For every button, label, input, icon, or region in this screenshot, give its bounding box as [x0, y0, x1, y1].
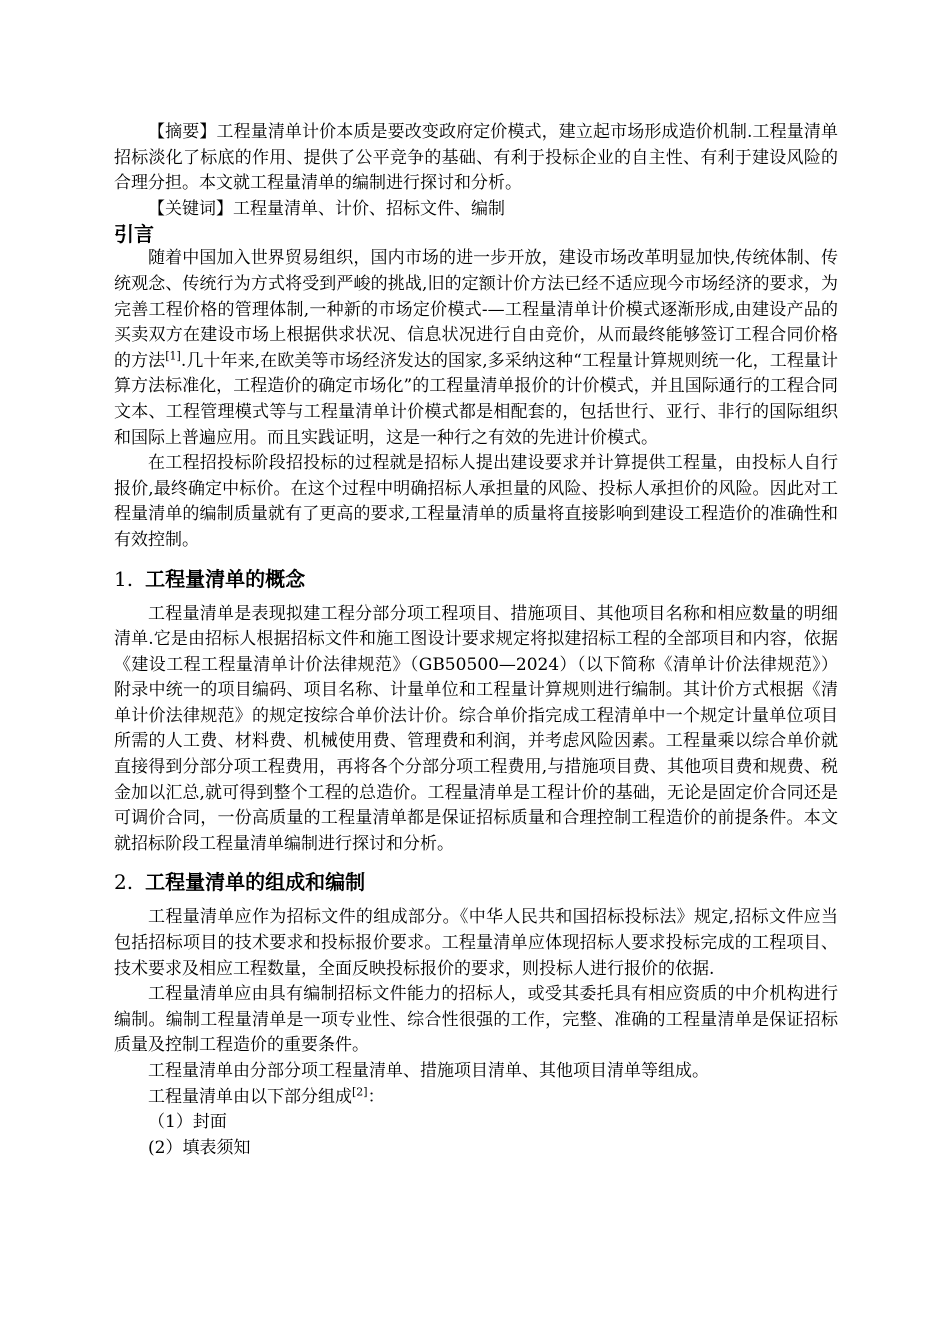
section-2-heading — [114, 869, 838, 895]
section-1-heading — [114, 566, 838, 592]
intro-paragraph-1 — [114, 246, 838, 451]
section-2-p4-text-a: 工程量清单由以下部分组成 — [148, 1086, 352, 1107]
list-item-cover: （1）封面 — [148, 1112, 227, 1133]
section-2-paragraph-3: 工程量清单由分部分项工程量清单、措施项目清单、其他项目清单等组成。 — [148, 1061, 709, 1081]
citation-2: [2] — [352, 1084, 368, 1098]
section-1-title: 工程量清单的概念 — [145, 566, 306, 591]
abstract-text: 工程量清单计价本质是要改变政府定价模式，建立起市场形成造价机制.工程量清单招标淡化了标底的作用、提供了公平竞争的基础、有利于投标企业的自主性、有利于建设风险的合理分担。本文就工程量清单的编制进行探讨和分析。 — [114, 122, 839, 194]
intro-p1-text-a: 随着中国加入世界贸易组织，国内市场的进一步开放，建设市场改革明显加快,传统体制、传统观念、传统行为方式将受到严峻的挑战,旧的定额计价方法已经不适应现今市场经济的要求，为完善工程价格的管理体制,一种新的市场定价模式-—工程量清单计价模式逐渐形成,由建设产品的买卖双方在建设市场上根据供求状况、信息状况进行自由竞价，从而最终能够签订工程合同价格的方法 — [114, 248, 838, 371]
keywords-text: 工程量清单、计价、招标文件、编制 — [233, 198, 505, 219]
intro-p1-text-b: .几十年来,在欧美等市场经济发达的国家,多采纳这种“工程量计算规则统一化，工程量计算方法标准化，工程造价的确定市场化”的工程量清单报价的计价模式，并且国际通行的工程合同文本、工程管理模式等与工程量清单计价模式都是相配套的，包括世行、亚行、非行的国际组织和国际上普遍应用。而且实践证明，这是一种行之有效的先进计价模式。 — [114, 350, 839, 448]
document-page — [114, 120, 838, 1161]
section-2-paragraph-2: 工程量清单应由具有编制招标文件能力的招标人，或受其委托具有相应资质的中介机构进行编制。编制工程量清单是一项专业性、综合性很强的工作，完整、准确的工程量清单是保证招标质量及控制工程造价的重要条件。 — [114, 984, 838, 1056]
intro-heading: 引言 — [114, 222, 154, 247]
abstract-label: 【摘要】 — [148, 122, 217, 142]
section-1-paragraph-1: 工程量清单是表现拟建工程分部分项工程项目、措施项目、其他项目名称和相应数量的明细清单.它是由招标人根据招标文件和施工图设计要求规定将拟建招标工程的全部项目和内容，依据《建设工程工程量清单计价法律规范》（GB50500—2024）（以下简称《清单计价法律规范》）附录中统一的项目编码、项目名称、计量单位和工程量计算规则进行编制。其计价方式根据《清单计价法律规范》的规定按综合单价法计价。综合单价指完成工程清单中一个规定计量单位项目所需的人工费、材料费、机械使用费、管理费和利润，并考虑风险因素。工程量乘以综合单价就直接得到分部分项工程费用，再将各个分部分项工程费用,与措施项目费、其他项目费和规费、税金加以汇总,就可得到整个工程的总造价。工程量清单是工程计价的基础，无论是固定价合同还是可调价合同，一份高质量的工程量清单都是保证招标质量和合理控制工程造价的前提条件。本文就招标阶段工程量清单编制进行探讨和分析。 — [114, 603, 838, 854]
section-2-paragraph-1: 工程量清单应作为招标文件的组成部分。《中华人民共和国招标投标法》规定,招标文件应当包括招标项目的技术要求和投标报价要求。工程量清单应体现招标人要求投标完成的工程项目、技术要求及相应工程数量，全面反映投标报价的要求，则投标人进行报价的依据. — [114, 907, 838, 979]
keywords-paragraph — [114, 197, 838, 223]
section-2-paragraph-4 — [114, 1085, 838, 1111]
intro-paragraph-2: 在工程招投标阶段招投标的过程就是招标人提出建设要求并计算提供工程量，由投标人自行报价,最终确定中标价。在这个过程中明确招标人承担量的风险、投标人承担价的风险。因此对工程量清单的编制质量就有了更高的要求,工程量清单的质量将直接影响到建设工程造价的准确性和有效控制。 — [114, 453, 838, 550]
list-item-instructions: (2）填表须知 — [148, 1137, 251, 1158]
abstract-paragraph — [114, 120, 838, 197]
section-2-title: 工程量清单的组成和编制 — [145, 870, 366, 895]
section-2-number: 2. — [114, 870, 134, 895]
citation-1: [1] — [165, 349, 181, 363]
section-2-p4-text-b: ： — [367, 1086, 385, 1107]
section-1-number: 1. — [114, 566, 134, 591]
keywords-label: 【关键词】 — [148, 198, 233, 219]
